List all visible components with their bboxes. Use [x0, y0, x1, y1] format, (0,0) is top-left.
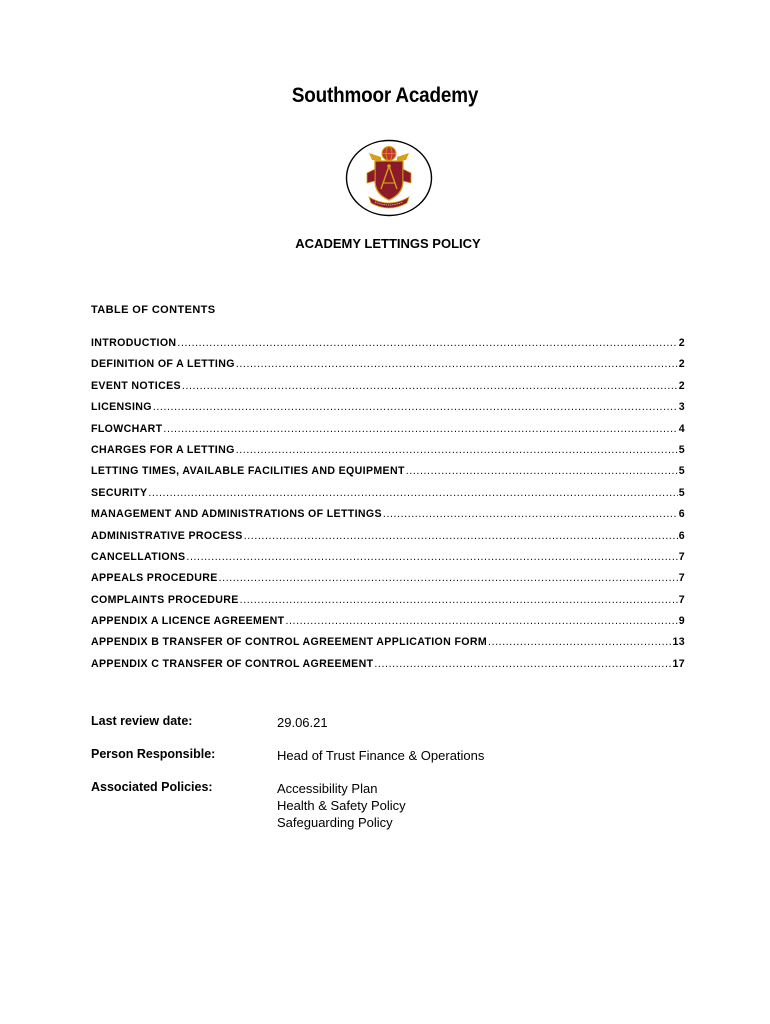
associated-policy-item: Accessibility Plan — [277, 781, 378, 796]
toc-entry-label: APPENDIX C TRANSFER OF CONTROL AGREEMENT — [91, 657, 374, 670]
toc-entry-page: 2 — [678, 358, 685, 371]
toc-entry-label: CHARGES FOR A LETTING — [91, 443, 235, 456]
toc-entry[interactable] — [91, 358, 685, 379]
toc-dot-leader — [163, 423, 677, 435]
toc-entry-page: 5 — [678, 443, 685, 456]
toc-entry[interactable] — [91, 508, 685, 529]
toc-dot-leader — [236, 444, 678, 456]
toc-entry-label: FLOWCHART — [91, 422, 163, 435]
toc-dot-leader — [177, 337, 677, 349]
toc-entry[interactable] — [91, 530, 685, 551]
toc-entry[interactable] — [91, 380, 685, 401]
toc-entry[interactable] — [91, 615, 685, 636]
toc-entry[interactable] — [91, 636, 685, 657]
person-responsible-row — [91, 747, 651, 764]
toc-entry-label: APPEALS PROCEDURE — [91, 572, 218, 585]
last-review-row — [91, 714, 651, 731]
toc-entry[interactable] — [91, 401, 685, 422]
toc-entry[interactable] — [91, 487, 685, 508]
toc-entry-label: COMPLAINTS PROCEDURE — [91, 593, 239, 606]
toc-entry-label: SECURITY — [91, 486, 148, 499]
toc-entry-page: 5 — [678, 486, 685, 499]
toc-dot-leader — [219, 572, 678, 584]
toc-dot-leader — [153, 401, 678, 413]
toc-dot-leader — [383, 508, 678, 520]
toc-entry[interactable] — [91, 572, 685, 593]
toc-heading: TABLE OF CONTENTS — [91, 304, 216, 316]
toc-dot-leader — [374, 658, 671, 670]
toc-dot-leader — [244, 530, 678, 542]
last-review-label: Last review date: — [91, 714, 193, 728]
associated-policies-row — [91, 780, 651, 831]
toc-dot-leader — [236, 358, 678, 370]
toc-entry-label: ADMINISTRATIVE PROCESS — [91, 529, 243, 542]
toc-entry-label: APPENDIX A LICENCE AGREEMENT — [91, 615, 285, 628]
toc-entry-label: APPENDIX B TRANSFER OF CONTROL AGREEMENT APPLICATION FORM — [91, 636, 488, 649]
toc-entry-label: CANCELLATIONS — [91, 550, 186, 563]
toc-dot-leader — [186, 551, 677, 563]
last-review-value: 29.06.21 — [277, 715, 328, 730]
school-name: Southmoor Academy — [291, 84, 479, 107]
toc-entry[interactable] — [91, 444, 685, 465]
toc-entry-page: 9 — [678, 615, 685, 628]
toc-dot-leader — [182, 380, 678, 392]
toc-entry-label: MANAGEMENT AND ADMINISTRATIONS OF LETTINGS — [91, 508, 382, 521]
toc-entry-page: 6 — [678, 508, 685, 521]
toc-entry-page: 4 — [678, 422, 685, 435]
toc-entry[interactable] — [91, 658, 685, 679]
toc-entry-page: 13 — [672, 636, 685, 649]
associated-policies-label: Associated Policies: — [91, 780, 213, 794]
toc-entry[interactable] — [91, 423, 685, 444]
toc-entry[interactable] — [91, 465, 685, 486]
toc-entry-page: 17 — [672, 657, 685, 670]
toc-entry-label: EVENT NOTICES — [91, 379, 181, 392]
person-responsible-value: Head of Trust Finance & Operations — [277, 748, 485, 763]
table-of-contents — [91, 337, 685, 679]
toc-entry-label: DEFINITION OF A LETTING — [91, 358, 235, 371]
person-responsible-label: Person Responsible: — [91, 747, 216, 761]
toc-entry-page: 7 — [678, 593, 685, 606]
toc-dot-leader — [148, 487, 677, 499]
toc-entry[interactable] — [91, 551, 685, 572]
document-metadata — [91, 714, 651, 847]
toc-dot-leader — [406, 465, 678, 477]
toc-entry-page: 5 — [678, 465, 685, 478]
toc-dot-leader — [240, 594, 678, 606]
school-crest-icon — [345, 139, 433, 217]
toc-entry[interactable] — [91, 594, 685, 615]
toc-entry[interactable] — [91, 337, 685, 358]
toc-entry-page: 7 — [678, 572, 685, 585]
toc-dot-leader — [285, 615, 677, 627]
toc-entry-page: 2 — [678, 337, 685, 349]
policy-title: ACADEMY LETTINGS POLICY — [295, 236, 481, 251]
toc-entry-label: INTRODUCTION — [91, 337, 177, 349]
associated-policy-item: Safeguarding Policy — [277, 815, 393, 830]
toc-entry-label: LICENSING — [91, 401, 152, 414]
associated-policies-list — [277, 780, 406, 831]
toc-dot-leader — [488, 636, 671, 648]
associated-policy-item: Health & Safety Policy — [277, 798, 406, 813]
toc-entry-page: 2 — [678, 379, 685, 392]
toc-entry-page: 3 — [678, 401, 685, 414]
toc-entry-page: 7 — [678, 550, 685, 563]
toc-entry-label: LETTING TIMES, AVAILABLE FACILITIES AND EQUIPMENT — [91, 465, 405, 478]
toc-entry-page: 6 — [678, 529, 685, 542]
